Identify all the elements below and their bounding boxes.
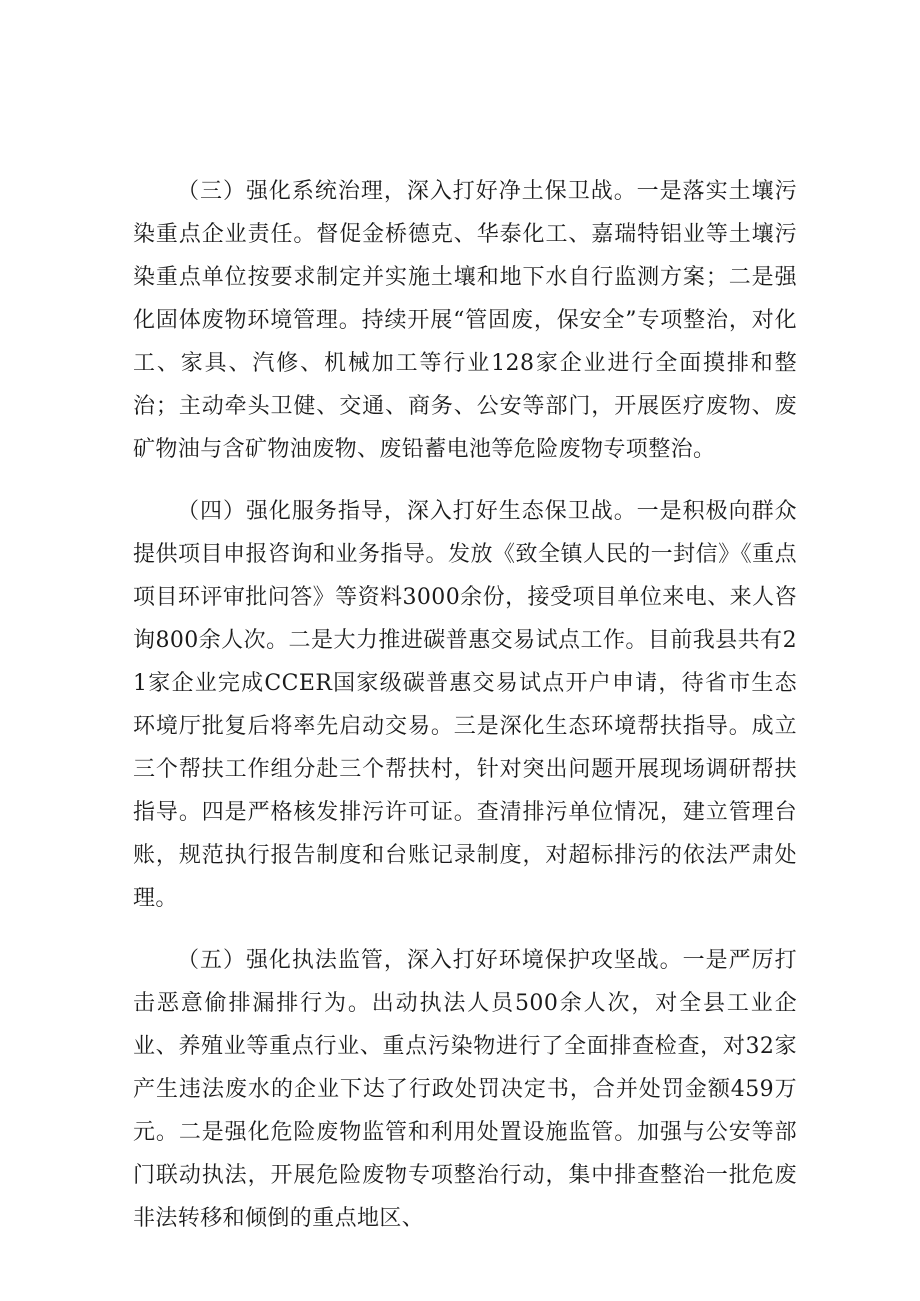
document-body	[133, 170, 797, 1240]
paragraph-section-5: （五）强化执法监管，深入打好环境保护攻坚战。一是严厉打击恶意偷排漏排行为。出动执法人员500余人次，对全县工业企业、养殖业等重点行业、重点污染物进行了全面排查检查，对32家产生违法废水的企业下达了行政处罚决定书，合并处罚金额459万元。二是强化危险废物监管和利用处置设施监管。加强与公安等部门联动执法，开展危险废物专项整治行动，集中排查整治一批危废非法转移和倾倒的重点地区、	[133, 948, 797, 1231]
paragraph-section-4: （四）强化服务指导，深入打好生态保卫战。一是积极向群众提供项目申报咨询和业务指导。发放《致全镇人民的一封信》《重点项目环评审批问答》等资料3000余份，接受项目单位来电、来人咨询800余人次。二是大力推进碳普惠交易试点工作。目前我县共有21家企业完成CCER国家级碳普惠交易试点开户申请，待省市生态环境厅批复后将率先启动交易。三是深化生态环境帮扶指导。成立三个帮扶工作组分赴三个帮扶村，针对突出问题开展现场调研帮扶指导。四是严格核发排污许可证。查清排污单位情况，建立管理台账，规范执行报告制度和台账记录制度，对超标排污的依法严肃处理。	[133, 499, 797, 911]
paragraph-section-3: （三）强化系统治理，深入打好净土保卫战。一是落实土壤污染重点企业责任。督促金桥德克、华泰化工、嘉瑞特铝业等土壤污染重点单位按要求制定并实施土壤和地下水自行监测方案；二是强化固体废物环境管理。持续开展“管固废，保安全”专项整治，对化工、家具、汽修、机械加工等行业128家企业进行全面摸排和整治；主动牵头卫健、交通、商务、公安等部门，开展医疗废物、废矿物油与含矿物油废物、废铅蓄电池等危险废物专项整治。	[133, 179, 797, 462]
